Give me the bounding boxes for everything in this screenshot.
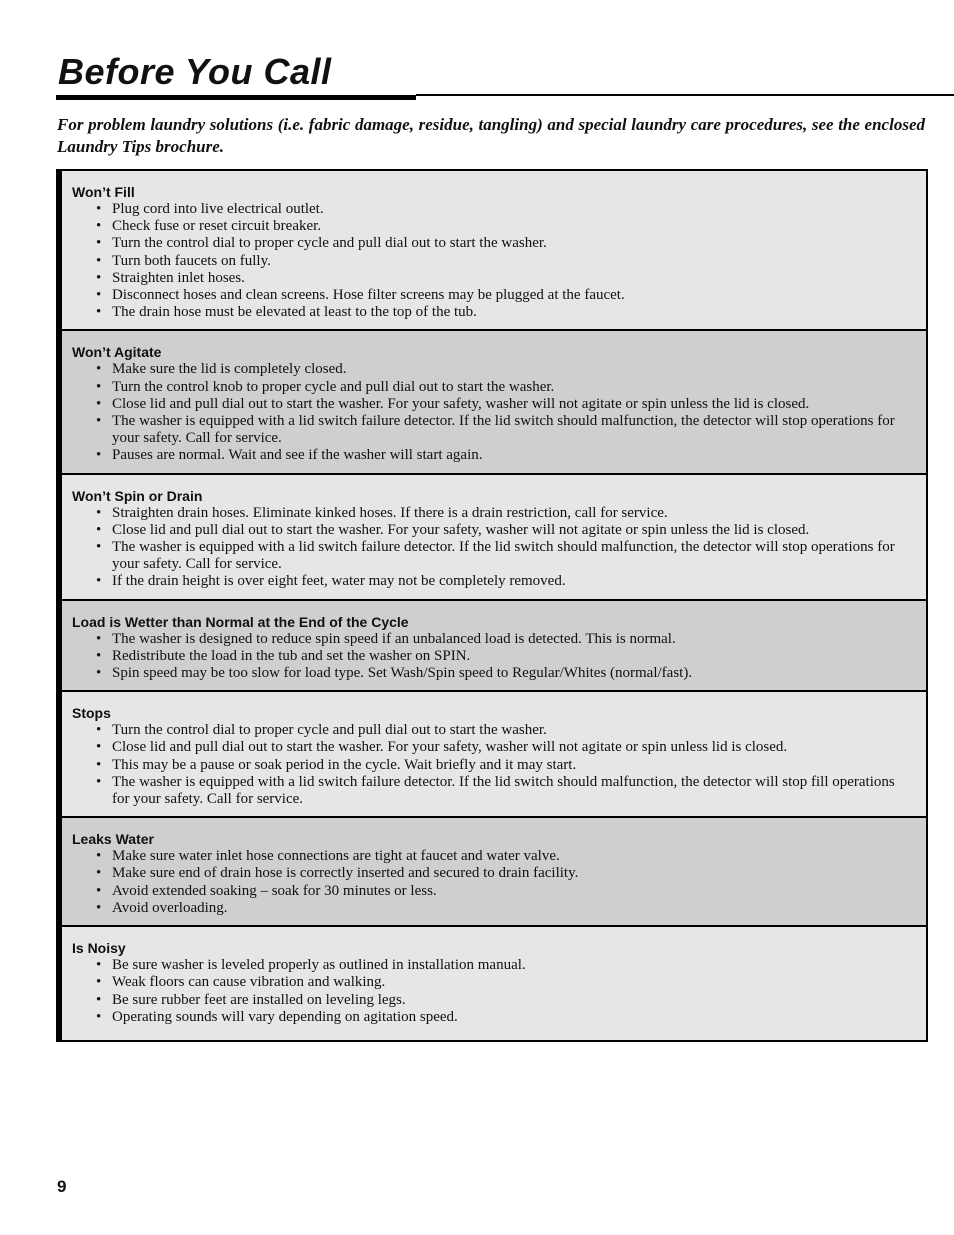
solution-list xyxy=(72,631,914,683)
problem-title: Won’t Fill xyxy=(72,184,135,200)
title-rule-thick xyxy=(56,95,416,100)
solution-item: • Spin speed may be too slow for load type. Set Wash/Spin speed to Regular/Whites (normal/fast). xyxy=(72,665,914,682)
page-number: 9 xyxy=(57,1177,67,1196)
solution-item: • Turn the control knob to proper cycle and pull dial out to start the washer. xyxy=(72,379,914,396)
solution-item: • Straighten inlet hoses. xyxy=(72,270,914,287)
solution-item: • The drain hose must be elevated at least to the top of the tub. xyxy=(72,304,914,321)
solution-item: • The washer is equipped with a lid switch failure detector. If the lid switch should malfunction, the detector will stop operations for your safety. Call for service. xyxy=(72,413,914,447)
problem-section xyxy=(62,171,926,331)
solution-list xyxy=(72,957,914,1026)
intro-paragraph: For problem laundry solutions (i.e. fabric damage, residue, tangling) and special laundry care procedures, see the enclosed Laundry Tips brochure. xyxy=(57,115,925,156)
solution-item: • Plug cord into live electrical outlet. xyxy=(72,201,914,218)
solution-item: • Turn the control dial to proper cycle and pull dial out to start the washer. xyxy=(72,722,914,739)
solution-item: • Redistribute the load in the tub and set the washer on SPIN. xyxy=(72,648,914,665)
solution-item: • Be sure washer is leveled properly as outlined in installation manual. xyxy=(72,957,914,974)
problem-title: Won’t Spin or Drain xyxy=(72,487,203,504)
solution-item: • Be sure rubber feet are installed on leveling legs. xyxy=(72,992,914,1009)
solution-item: • Disconnect hoses and clean screens. Hose filter screens may be plugged at the faucet. xyxy=(72,287,914,304)
problem-section xyxy=(62,601,926,693)
problem-title: Leaks Water xyxy=(72,831,154,848)
solution-item: • Close lid and pull dial out to start the washer. For your safety, washer will not agitate or spin unless the lid is closed. xyxy=(72,522,914,539)
solution-item: • Turn both faucets on fully. xyxy=(72,253,914,270)
problem-section xyxy=(62,818,926,927)
solution-item: • Operating sounds will vary depending on agitation speed. xyxy=(72,1009,914,1026)
solution-list xyxy=(72,505,914,591)
problem-section xyxy=(62,331,926,474)
solution-item: • Make sure water inlet hose connections are tight at faucet and water valve. xyxy=(72,848,914,865)
solution-item: • This may be a pause or soak period in the cycle. Wait briefly and it may start. xyxy=(72,757,914,774)
solution-item: • Pauses are normal. Wait and see if the washer will start again. xyxy=(72,447,914,464)
solution-item: • Weak floors can cause vibration and walking. xyxy=(72,974,914,991)
troubleshooting-table xyxy=(56,169,928,1042)
problem-section xyxy=(62,692,926,818)
problem-section xyxy=(62,927,926,1040)
solution-item: • Close lid and pull dial out to start the washer. For your safety, washer will not agitate or spin unless lid is closed. xyxy=(72,739,914,756)
solution-list xyxy=(72,848,914,917)
page-title: Before You Call xyxy=(58,51,332,92)
solution-list xyxy=(72,201,914,321)
solution-item: • Turn the control dial to proper cycle and pull dial out to start the washer. xyxy=(72,235,914,252)
solution-item: • Close lid and pull dial out to start the washer. For your safety, washer will not agitate or spin unless the lid is closed. xyxy=(72,396,914,413)
solution-item: • Avoid extended soaking – soak for 30 minutes or less. xyxy=(72,883,914,900)
problem-title: Is Noisy xyxy=(72,940,126,957)
solution-list xyxy=(72,361,914,464)
solution-item: • If the drain height is over eight feet, water may not be completely removed. xyxy=(72,573,914,590)
problem-title: Stops xyxy=(72,705,111,722)
solution-item: • Check fuse or reset circuit breaker. xyxy=(72,218,914,235)
solution-item: • The washer is equipped with a lid switch failure detector. If the lid switch should malfunction, the detector will stop fill operations for your safety. Call for service. xyxy=(72,774,914,808)
problem-title: Load is Wetter than Normal at the End of the Cycle xyxy=(72,613,409,630)
problem-section xyxy=(62,475,926,601)
title-rule-thin xyxy=(416,94,954,96)
solution-item: • Make sure the lid is completely closed. xyxy=(72,361,914,378)
solution-item: • Straighten drain hoses. Eliminate kinked hoses. If there is a drain restriction, call for service. xyxy=(72,505,914,522)
solution-item: • Make sure end of drain hose is correctly inserted and secured to drain facility. xyxy=(72,865,914,882)
solution-item: • Avoid overloading. xyxy=(72,900,914,917)
problem-title: Won’t Agitate xyxy=(72,344,162,361)
solution-item: • The washer is designed to reduce spin speed if an unbalanced load is detected. This is normal. xyxy=(72,631,914,648)
solution-list xyxy=(72,722,914,808)
solution-item: • The washer is equipped with a lid switch failure detector. If the lid switch should malfunction, the detector will stop operations for your safety. Call for service. xyxy=(72,539,914,573)
